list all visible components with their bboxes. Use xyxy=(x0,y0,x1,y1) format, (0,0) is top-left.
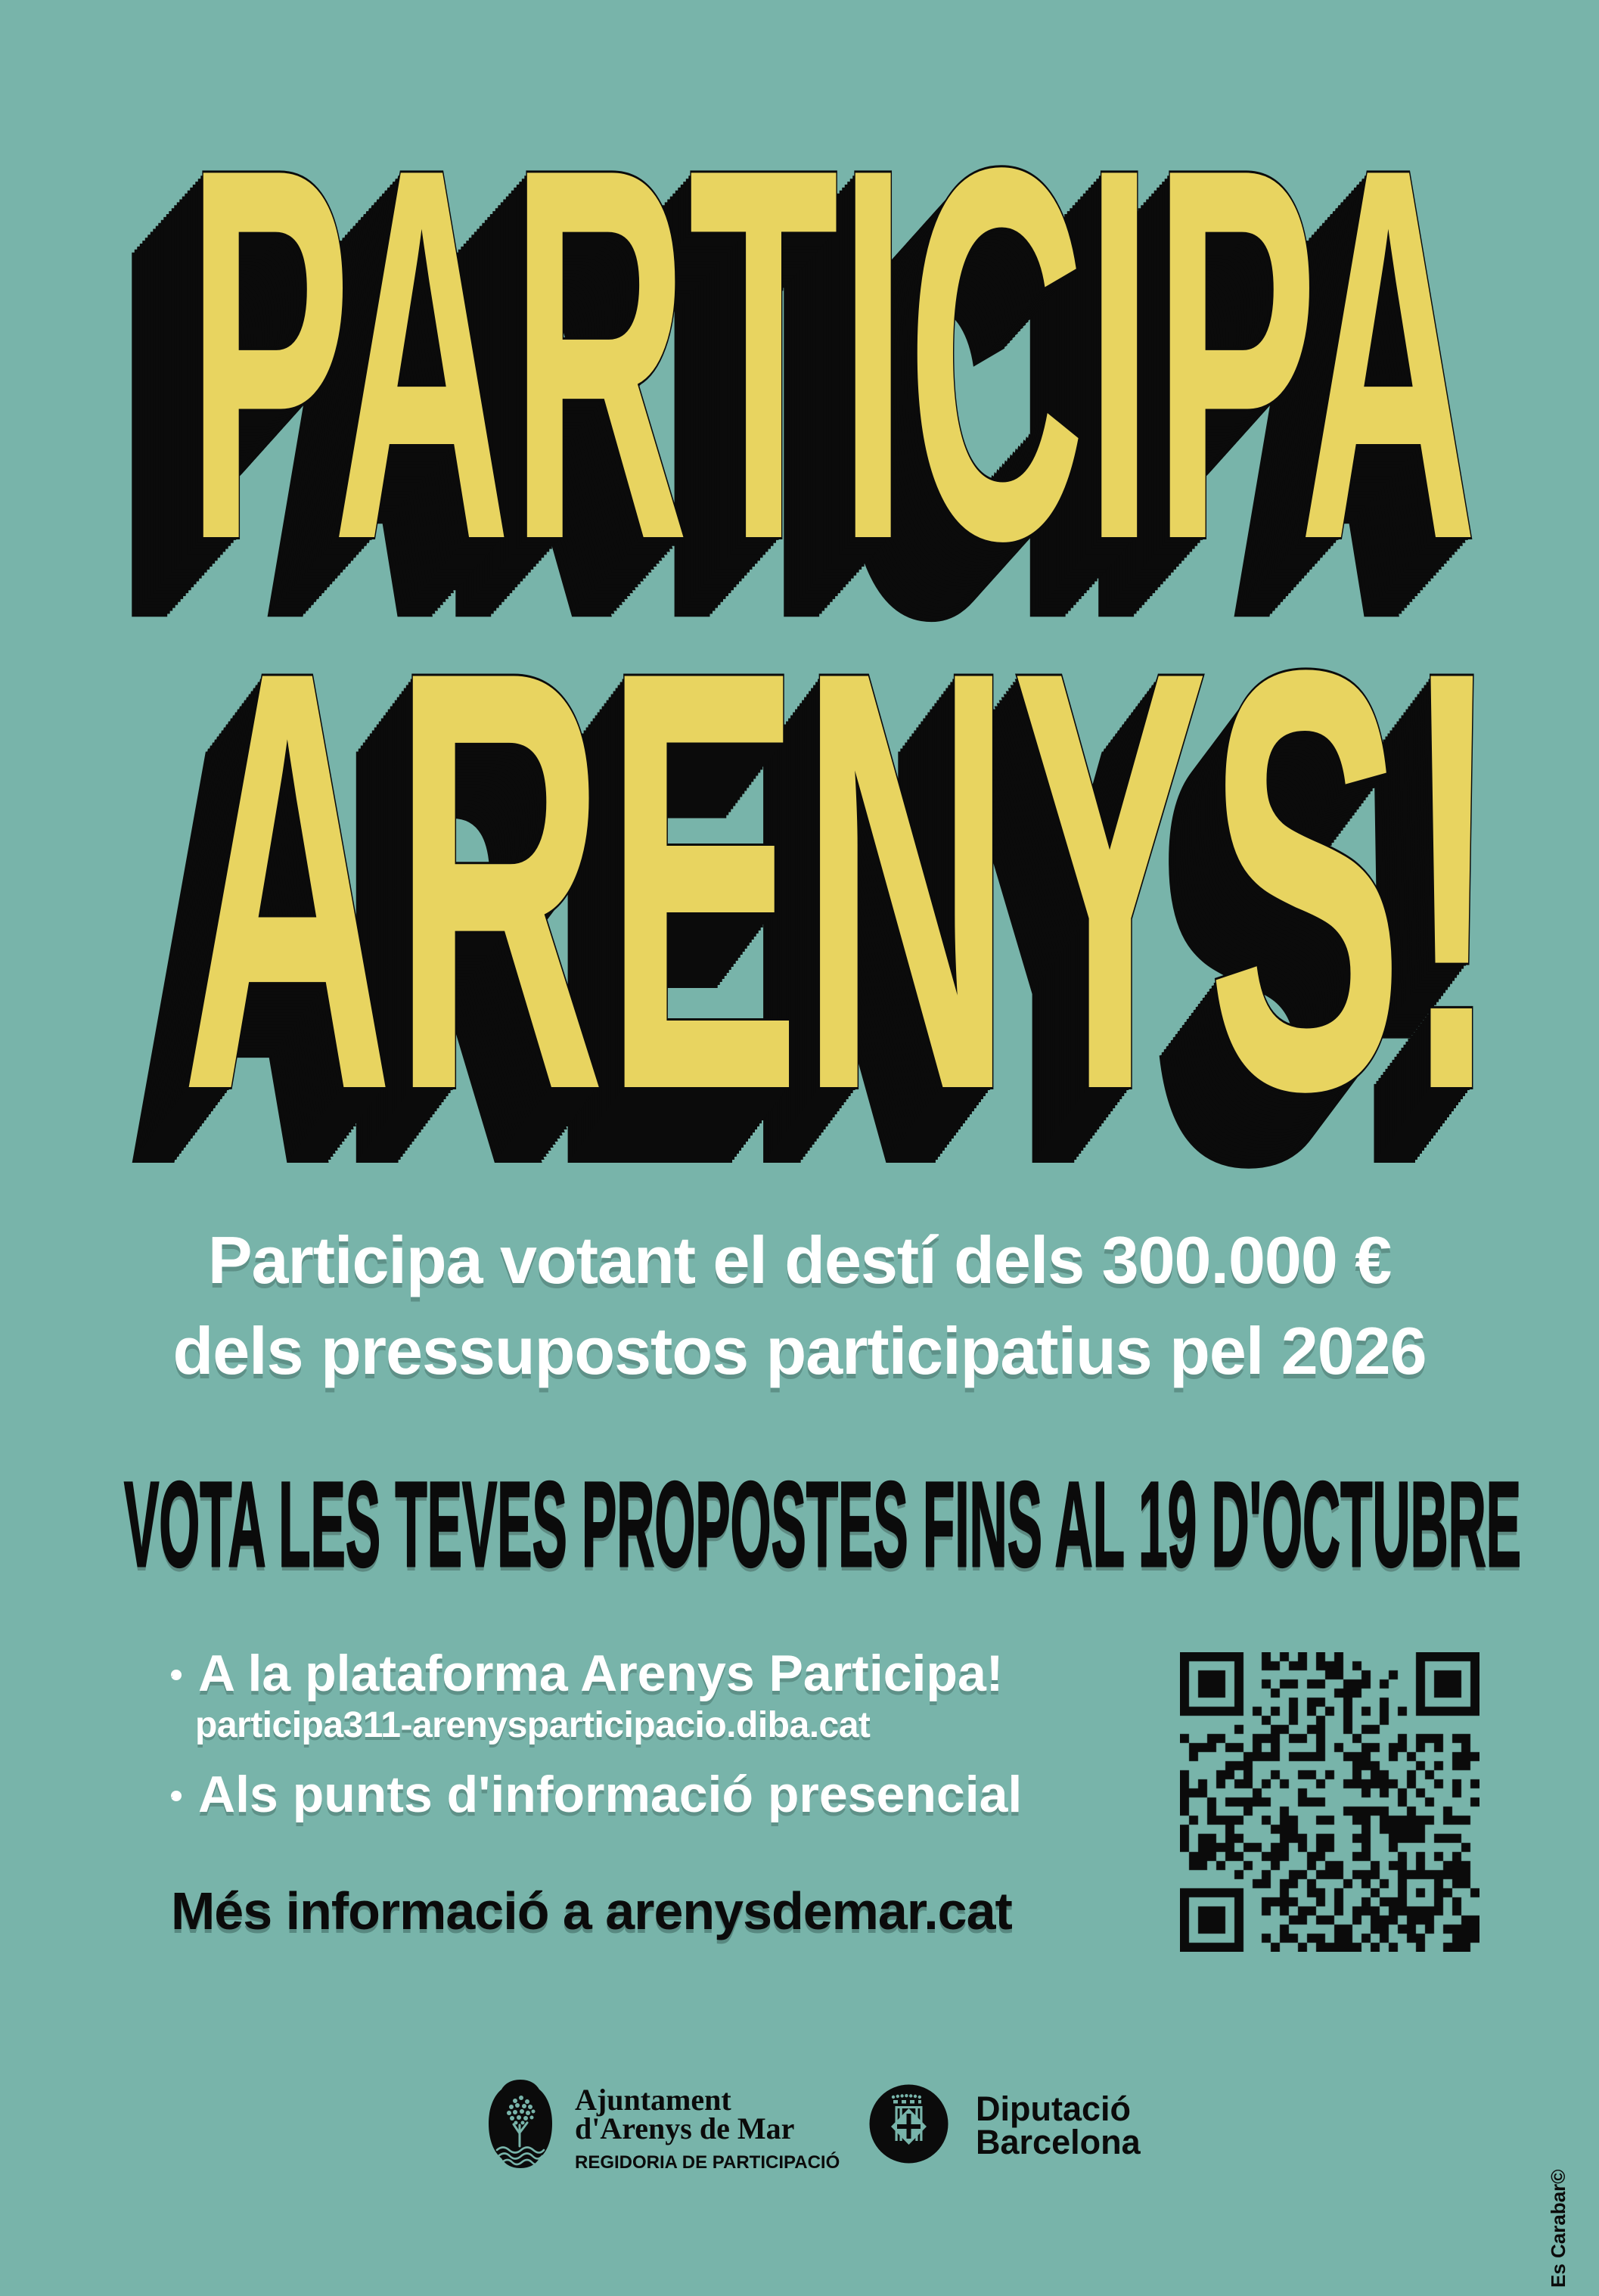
deadline-banner xyxy=(124,1456,1521,1596)
ajuntament-logo xyxy=(575,2083,840,2173)
studio-credit: Es Carabar© xyxy=(1547,2169,1570,2288)
bullet-item-platform-label: A la plataforma Arenys Participa! xyxy=(198,1645,1004,1702)
ajuntament-name-line1: Ajuntament xyxy=(575,2083,731,2117)
headline-arenys xyxy=(125,547,1501,1290)
subtitle-line1: Participa votant el destí dels 300.000 € xyxy=(207,1223,1392,1297)
subtitle-line2: dels pressupostos participatius pel 2026 xyxy=(172,1313,1427,1388)
bullet-item-inperson xyxy=(171,1766,1023,1823)
bullet-item-platform xyxy=(171,1645,1004,1702)
ajuntament-department: REGIDORIA DE PARTICIPACIÓ xyxy=(575,2152,840,2173)
platform-url: participa311-arenysparticipacio.diba.cat xyxy=(195,1705,871,1745)
ajuntament-seal-icon xyxy=(486,2078,554,2170)
bullet-icon: · xyxy=(171,1670,182,1680)
bullet-item-inperson-label: Als punts d'informació presencial xyxy=(198,1766,1023,1823)
subtitle xyxy=(0,1215,1599,1397)
diputacio-emblem-icon xyxy=(868,2083,949,2164)
more-info-text: Més informació a arenysdemar.cat xyxy=(171,1881,1012,1940)
diputacio-line1: Diputació xyxy=(976,2089,1132,2128)
ajuntament-name-line2: d'Arenys de Mar xyxy=(575,2111,795,2145)
qr-code xyxy=(1180,1652,1479,1952)
diputacio-logo xyxy=(976,2089,1141,2161)
diputacio-line2: Barcelona xyxy=(976,2123,1141,2161)
bullet-icon: · xyxy=(171,1791,182,1801)
